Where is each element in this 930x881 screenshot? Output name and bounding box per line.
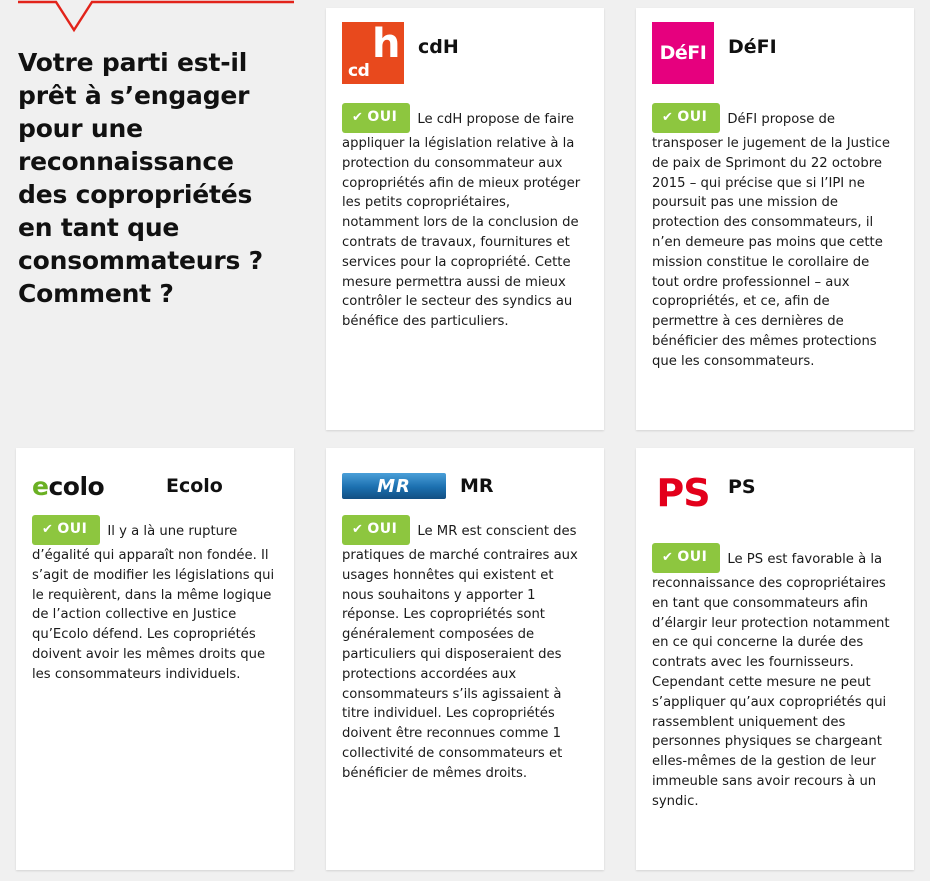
badge-label: OUI bbox=[367, 521, 398, 537]
card-cell-ecolo bbox=[0, 440, 310, 880]
card-header bbox=[652, 22, 898, 98]
mr-logo-icon bbox=[342, 473, 446, 499]
cdh-logo-main: h bbox=[372, 22, 401, 67]
status-badge-oui bbox=[342, 515, 410, 545]
decorative-swoosh-icon bbox=[16, 0, 296, 34]
answer-text-wrapper bbox=[342, 516, 588, 784]
badge-label: OUI bbox=[57, 521, 88, 537]
answer-text-wrapper bbox=[652, 544, 898, 812]
party-card-ps bbox=[636, 448, 914, 870]
party-card-cdh bbox=[326, 8, 604, 430]
card-header bbox=[32, 462, 278, 510]
check-icon: ✔ bbox=[352, 110, 364, 125]
mr-logo-main: MR bbox=[377, 475, 411, 497]
badge-label: OUI bbox=[677, 109, 708, 125]
answer-text-wrapper bbox=[342, 104, 588, 332]
ps-logo-icon bbox=[652, 462, 714, 524]
answer-text: DéFI propose de transposer le jugement de la Justice de paix de Sprimont du 22 octobre 2015 – qui précise que si l’IPI ne poursuit pas une mission de protection des consommateurs, il n’en demeure pas moins que cette mission constitue le corollaire de tout ordre professionnel – aux copropriétés, et ce, afin de permettre à ces dernières de bénéficier des mêmes protections que les consommateurs. bbox=[652, 112, 891, 369]
card-header bbox=[342, 462, 588, 510]
ps-logo-main: PS bbox=[656, 471, 710, 515]
check-icon: ✔ bbox=[352, 522, 364, 537]
check-icon: ✔ bbox=[662, 550, 674, 565]
status-badge-oui bbox=[32, 515, 100, 545]
answer-text: Le cdH propose de faire appliquer la législation relative à la protection du consommateur aux copropriétés afin de mieux protéger les petits copropriétaires, notamment lors de la conclusion de contrats de travaux, fournitures et services pour la copropriété. Cette mesure permettra aussi de mieux contrôler le secteur des syndics au bénéfice des particuliers. bbox=[342, 112, 581, 330]
question-block bbox=[0, 0, 310, 440]
status-badge-oui bbox=[652, 543, 720, 573]
answer-text-wrapper bbox=[32, 516, 278, 685]
party-name: MR bbox=[460, 475, 494, 497]
answer-text-wrapper bbox=[652, 104, 898, 372]
status-badge-oui bbox=[342, 103, 410, 133]
card-header bbox=[342, 22, 588, 98]
card-cell-mr bbox=[310, 440, 620, 880]
ecolo-logo-main: ecolo bbox=[32, 471, 105, 501]
card-cell-defi bbox=[620, 0, 930, 440]
party-name: cdH bbox=[418, 36, 459, 58]
party-name: PS bbox=[728, 476, 756, 498]
page-title: Votre parti est-il prêt à s’engager pour une reconnaissance des copropriétés en tant que consommateurs ? Comment ? bbox=[18, 48, 263, 308]
check-icon: ✔ bbox=[42, 522, 54, 537]
answer-text: Le PS est favorable à la reconnaissance des copropriétaires en tant que consommateurs afin d’élargir leur protection notamment en ce qui concerne la durée des contrats avec les fournisseurs. Cependant cette mesure ne peut s’appliquer qu’aux copropriétés qui rassemblent uniquement des personnes physiques se chargeant elles-mêmes de la gestion de leur immeuble sans avoir recours à un syndic. bbox=[652, 552, 890, 809]
ecolo-logo-icon bbox=[32, 466, 152, 506]
defi-logo-main: DéFI bbox=[659, 42, 707, 64]
status-badge-oui bbox=[652, 103, 720, 133]
party-name: Ecolo bbox=[166, 475, 223, 497]
defi-logo-icon bbox=[652, 22, 714, 84]
card-cell-cdh bbox=[310, 0, 620, 440]
card-header bbox=[652, 462, 898, 538]
card-cell-ps bbox=[620, 440, 930, 880]
badge-label: OUI bbox=[367, 109, 398, 125]
party-card-mr bbox=[326, 448, 604, 870]
answer-text: Il y a là une rupture d’égalité qui apparaît non fondée. Il s’agit de modifier les législations qui le requièrent, dans la même logique de l’action collective en Justice qu’Ecolo défend. Les copropriétés doivent avoir les mêmes droits que les consommateurs individuels. bbox=[32, 524, 275, 682]
check-icon: ✔ bbox=[662, 110, 674, 125]
cdh-logo-sub: cd bbox=[348, 61, 370, 81]
badge-label: OUI bbox=[677, 549, 708, 565]
cdh-logo-icon bbox=[342, 22, 404, 84]
party-name: DéFI bbox=[728, 36, 777, 58]
answer-text: Le MR est conscient des pratiques de marché contraires aux usages honnêtes qui existent et nous souhaitons y apporter 1 réponse. Les copropriétés sont généralement composées de particuliers qui disposeraient des protections accordées aux consommateurs s’ils agissaient à titre individuel. Les copropriétés doivent être reconnues comme 1 collectivité de consommateurs et bénéficier de mêmes droits. bbox=[342, 524, 578, 781]
party-card-defi bbox=[636, 8, 914, 430]
party-card-ecolo bbox=[16, 448, 294, 870]
